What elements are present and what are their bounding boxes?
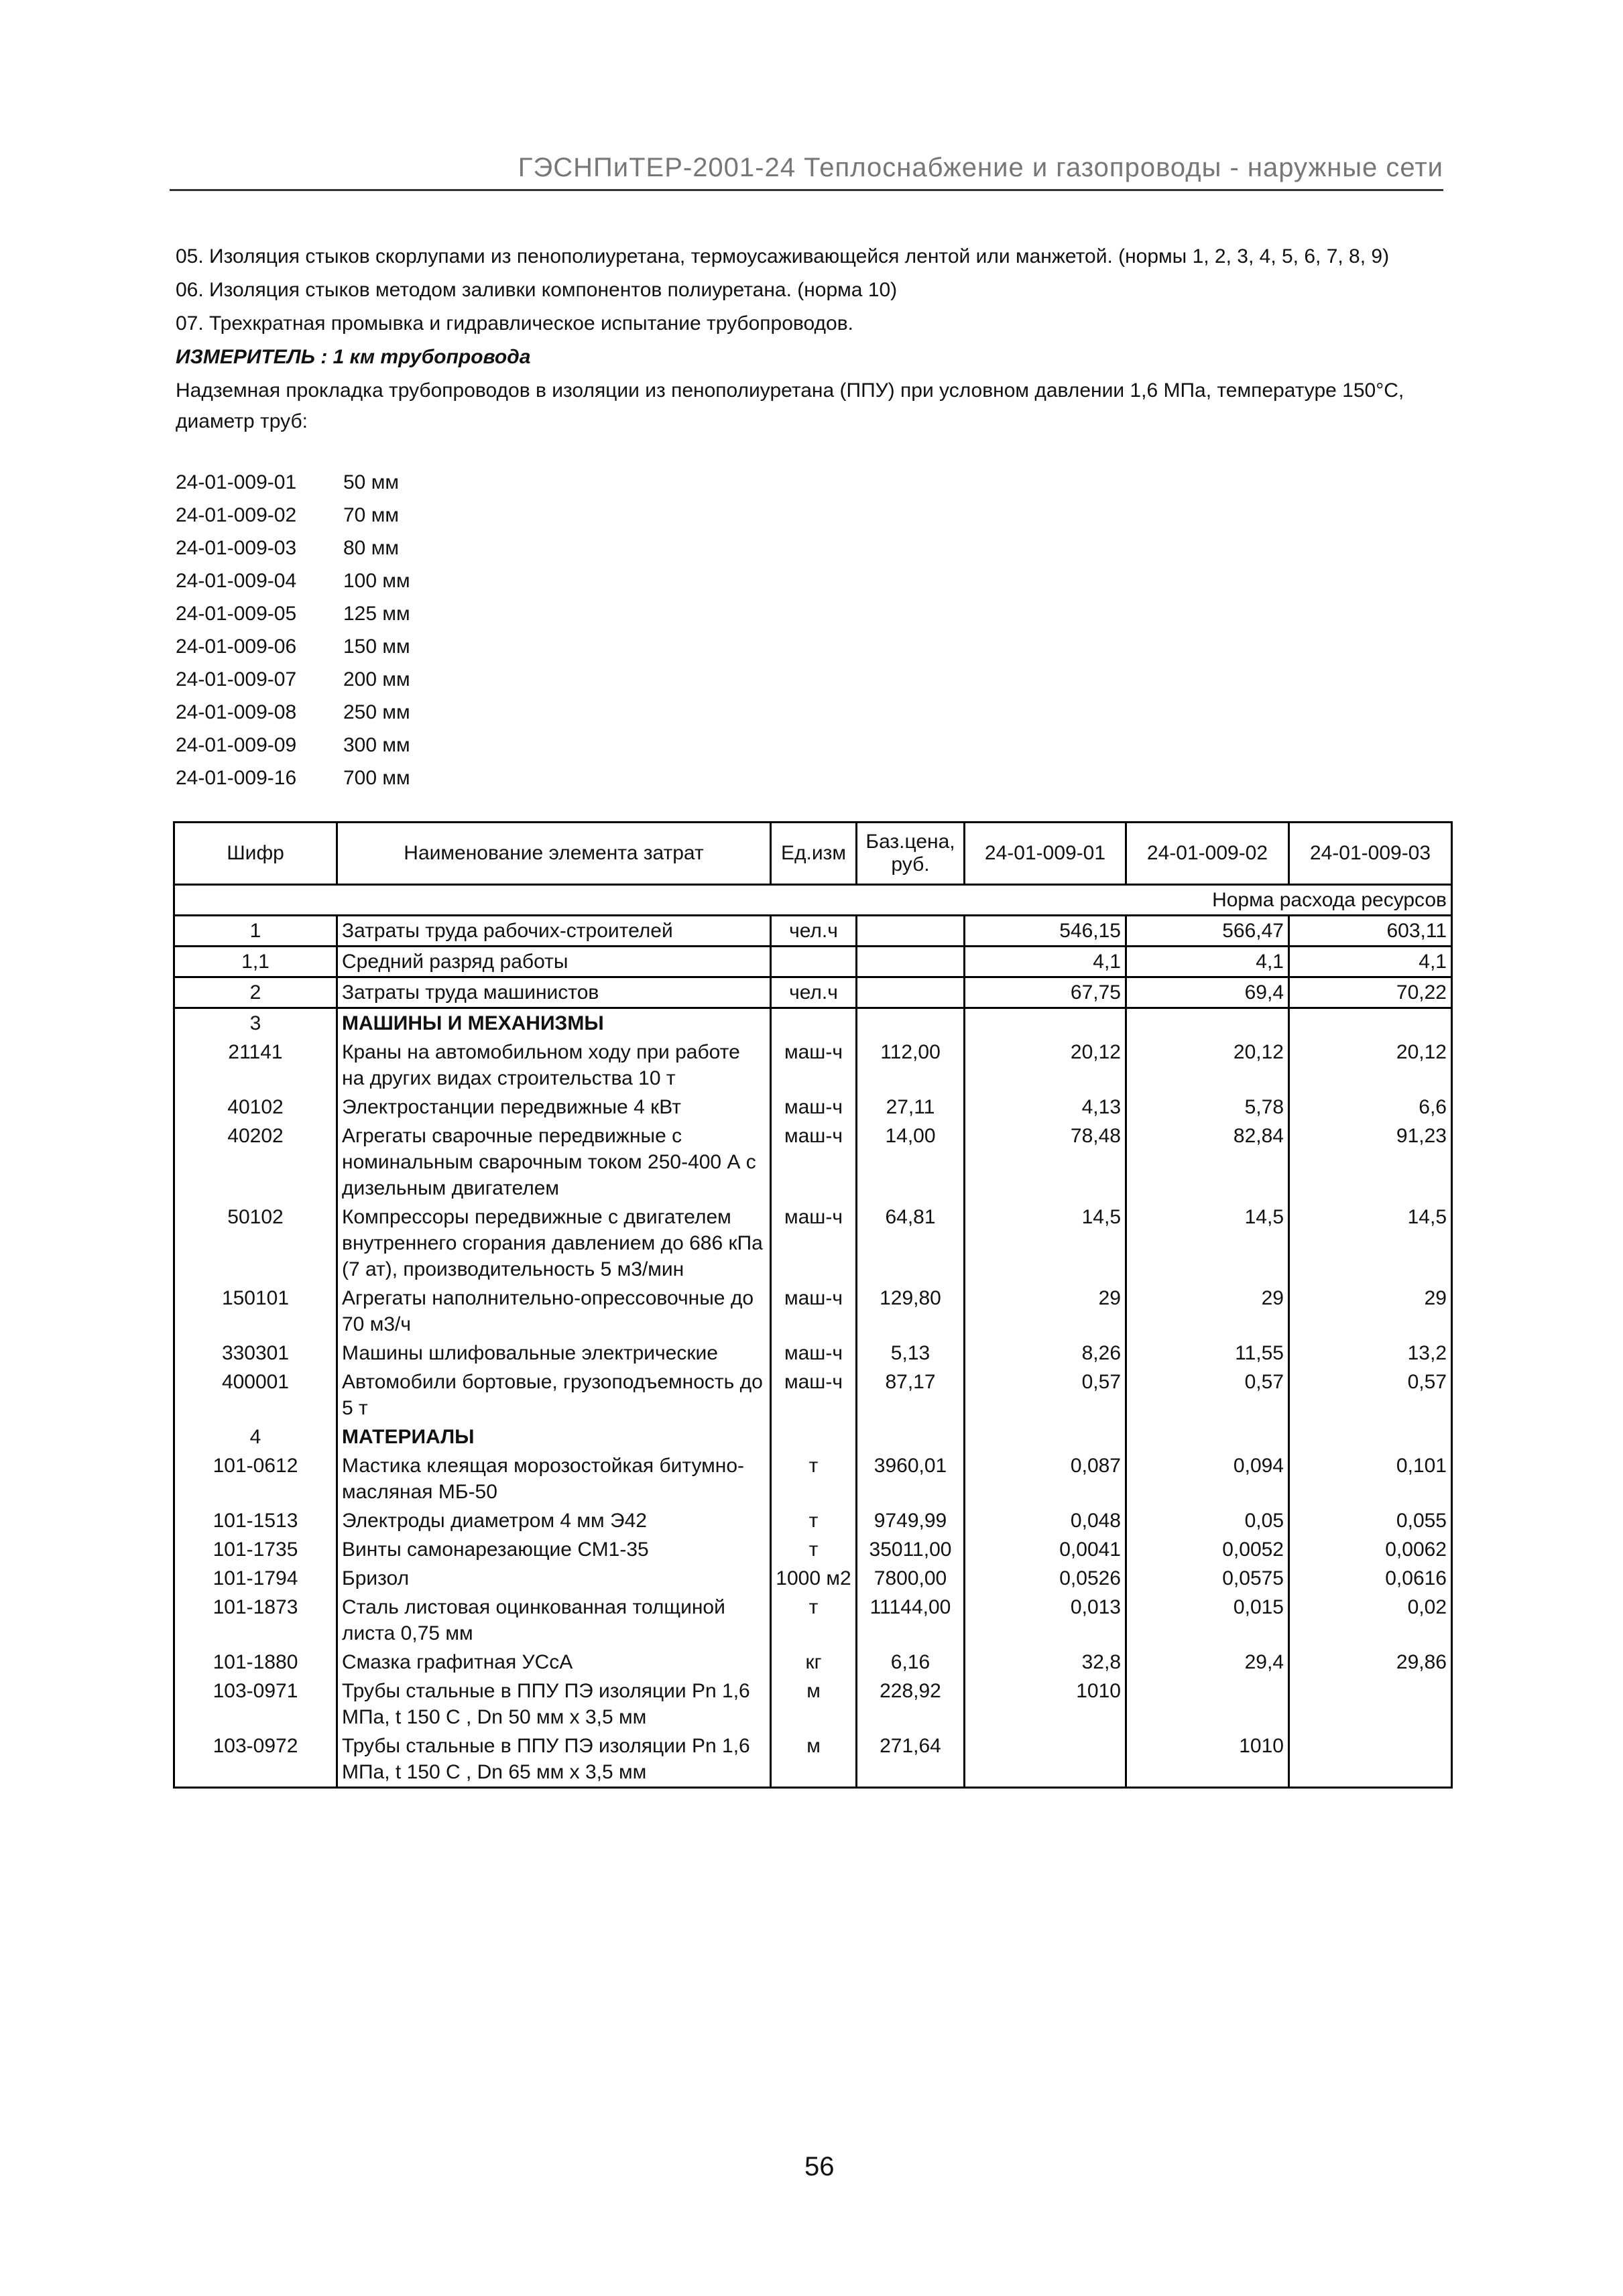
table-row [174,1564,1452,1593]
value-cell: 0,02 [1289,1593,1452,1648]
note-item: 07. Трехкратная промывка и гидравлическое испытание трубопроводов. [176,312,853,335]
unit-cell: маш-ч [771,1284,857,1339]
diameter-value: 150 мм [343,636,410,658]
code-cell: 101-1735 [174,1535,337,1564]
value-cell: 0,101 [1289,1451,1452,1506]
norma-row [174,885,1452,916]
price-cell: 5,13 [857,1339,965,1368]
name-cell: Мастика клеящая морозостойкая битумно-масляная МБ-50 [337,1451,771,1506]
code-value: 24-01-009-06 [176,636,297,658]
value-cell: 32,8 [965,1648,1126,1677]
header-cell: Ед.изм [771,823,857,885]
unit-cell: 1000 м2 [771,1564,857,1593]
unit-cell: т [771,1506,857,1535]
value-cell [1289,1732,1452,1788]
price-cell [857,1008,965,1038]
value-cell: 29 [1126,1284,1289,1339]
diameter-value: 125 мм [343,603,410,625]
value-cell: 0,055 [1289,1506,1452,1535]
name-cell: Агрегаты сварочные передвижные с номинальным сварочным током 250-400 А с дизельным двигателем [337,1122,771,1203]
value-cell: 1010 [1126,1732,1289,1788]
value-cell: 29 [965,1284,1126,1339]
value-cell [965,1732,1126,1788]
price-cell: 129,80 [857,1284,965,1339]
code-value: 24-01-009-05 [176,603,297,625]
code-cell: 101-1794 [174,1564,337,1593]
value-cell: 11,55 [1126,1339,1289,1368]
header-cell: 24-01-009-03 [1289,823,1452,885]
code-list [176,466,410,794]
price-cell: 14,00 [857,1122,965,1203]
value-cell: 20,12 [1289,1038,1452,1093]
price-cell: 7800,00 [857,1564,965,1593]
code-value: 24-01-009-07 [176,668,297,690]
price-cell [857,947,965,977]
price-cell: 6,16 [857,1648,965,1677]
price-cell: 3960,01 [857,1451,965,1506]
code-cell: 103-0972 [174,1732,337,1788]
code-list-item [176,499,410,532]
price-cell: 271,64 [857,1732,965,1788]
table-row [174,1506,1452,1535]
value-cell: 0,57 [1126,1368,1289,1423]
code-list-item [176,696,410,729]
page-header [170,153,1443,192]
unit-cell: маш-ч [771,1339,857,1368]
diameter-value: 80 мм [343,537,399,559]
name-cell: МАШИНЫ И МЕХАНИЗМЫ [337,1008,771,1038]
description: Надземная прокладка трубопроводов в изоляции из пенополиуретана (ППУ) при условном давлении 1,6 МПа, температуре 150°С, диаметр труб: [176,379,1404,432]
unit-cell: т [771,1535,857,1564]
value-cell: 0,087 [965,1451,1126,1506]
price-cell: 228,92 [857,1677,965,1732]
name-cell: Затраты труда рабочих-строителей [337,916,771,947]
unit-cell [771,1008,857,1038]
table-row [174,1122,1452,1203]
name-cell: МАТЕРИАЛЫ [337,1423,771,1451]
name-cell: Средний разряд работы [337,947,771,977]
unit-cell: т [771,1451,857,1506]
table-row [174,1008,1452,1038]
header-rule [170,189,1443,191]
code-cell: 21141 [174,1038,337,1093]
code-cell: 150101 [174,1284,337,1339]
value-cell: 4,1 [1126,947,1289,977]
value-cell: 0,0526 [965,1564,1126,1593]
unit-cell: чел.ч [771,977,857,1008]
code-list-item [176,762,410,794]
code-cell: 101-1873 [174,1593,337,1648]
value-cell: 14,5 [1126,1203,1289,1284]
value-cell: 4,1 [965,947,1126,977]
value-cell: 29 [1289,1284,1452,1339]
code-cell: 40202 [174,1122,337,1203]
name-cell: Сталь листовая оцинкованная толщиной листа 0,75 мм [337,1593,771,1648]
value-cell: 4,13 [965,1093,1126,1122]
header-cell: Шифр [174,823,337,885]
code-cell: 101-1880 [174,1648,337,1677]
table-row [174,1368,1452,1423]
code-cell: 40102 [174,1093,337,1122]
value-cell: 0,013 [965,1593,1126,1648]
page-number: 56 [804,2152,835,2181]
name-cell: Электроды диаметром 4 мм Э42 [337,1506,771,1535]
value-cell: 20,12 [1126,1038,1289,1093]
code-value: 24-01-009-03 [176,537,297,559]
table-header-row [174,823,1452,885]
diameter-value: 200 мм [343,668,410,690]
table-row [174,1451,1452,1506]
code-list-item [176,729,410,762]
price-cell [857,977,965,1008]
diameter-value: 250 мм [343,701,410,723]
code-list-item [176,597,410,630]
norms-table [173,821,1453,1789]
value-cell: 5,78 [1126,1093,1289,1122]
value-cell [1126,1423,1289,1451]
name-cell: Смазка графитная УСсА [337,1648,771,1677]
table-row [174,1423,1452,1451]
code-cell: 50102 [174,1203,337,1284]
unit-cell: чел.ч [771,916,857,947]
code-list-item [176,532,410,564]
table-row [174,1038,1452,1093]
unit-cell: м [771,1677,857,1732]
name-cell: Трубы стальные в ППУ ПЭ изоляции Рn 1,6 МПа, t 150 С , Dn 50 мм х 3,5 мм [337,1677,771,1732]
diameter-value: 50 мм [343,471,399,493]
diameter-value: 100 мм [343,570,410,592]
value-cell: 78,48 [965,1122,1126,1203]
value-cell: 0,0052 [1126,1535,1289,1564]
value-cell: 82,84 [1126,1122,1289,1203]
value-cell [1289,1008,1452,1038]
value-cell [1126,1008,1289,1038]
code-value: 24-01-009-16 [176,767,297,789]
value-cell: 4,1 [1289,947,1452,977]
diameter-value: 70 мм [343,504,399,526]
notes-section [176,241,1476,440]
code-cell: 101-0612 [174,1451,337,1506]
price-cell [857,1423,965,1451]
diameter-value: 300 мм [343,734,410,756]
norma-label: Норма расхода ресурсов [174,885,1452,916]
code-list-item [176,564,410,597]
price-cell: 35011,00 [857,1535,965,1564]
table-row [174,947,1452,977]
note-item: 06. Изоляция стыков методом заливки компонентов полиуретана. (норма 10) [176,279,898,301]
value-cell: 0,094 [1126,1451,1289,1506]
price-cell: 9749,99 [857,1506,965,1535]
value-cell: 29,4 [1126,1648,1289,1677]
unit-cell: м [771,1732,857,1788]
unit-cell [771,1423,857,1451]
code-cell: 101-1513 [174,1506,337,1535]
header-cell: 24-01-009-02 [1126,823,1289,885]
code-cell: 3 [174,1008,337,1038]
table-row [174,1284,1452,1339]
name-cell: Электростанции передвижные 4 кВт [337,1093,771,1122]
price-cell [857,916,965,947]
value-cell: 566,47 [1126,916,1289,947]
unit-cell: маш-ч [771,1122,857,1203]
value-cell: 14,5 [965,1203,1126,1284]
table-row [174,1535,1452,1564]
value-cell [965,1008,1126,1038]
value-cell: 0,048 [965,1506,1126,1535]
value-cell: 0,57 [1289,1368,1452,1423]
value-cell [1289,1677,1452,1732]
code-list-item [176,466,410,499]
code-cell: 1 [174,916,337,947]
table-row [174,1732,1452,1788]
value-cell: 1010 [965,1677,1126,1732]
table-row [174,1593,1452,1648]
table-row [174,977,1452,1008]
table-row [174,1339,1452,1368]
value-cell: 20,12 [965,1038,1126,1093]
table-row [174,1093,1452,1122]
unit-cell: т [771,1593,857,1648]
value-cell: 0,0575 [1126,1564,1289,1593]
code-value: 24-01-009-09 [176,734,297,756]
value-cell: 0,0041 [965,1535,1126,1564]
code-cell: 103-0971 [174,1677,337,1732]
value-cell: 67,75 [965,977,1126,1008]
code-list-item [176,630,410,663]
value-cell: 91,23 [1289,1122,1452,1203]
code-cell: 2 [174,977,337,1008]
note-item: 05. Изоляция стыков скорлупами из пенополиуретана, термоусаживающейся лентой или манжетой. (нормы 1, 2, 3, 4, 5, 6, 7, 8, 9) [176,245,1390,267]
name-cell: Винты самонарезающие СМ1-35 [337,1535,771,1564]
value-cell: 69,4 [1126,977,1289,1008]
unit-cell: кг [771,1648,857,1677]
unit-cell: маш-ч [771,1203,857,1284]
code-value: 24-01-009-02 [176,504,297,526]
table-row [174,1677,1452,1732]
unit-cell: маш-ч [771,1368,857,1423]
code-cell: 400001 [174,1368,337,1423]
value-cell: 29,86 [1289,1648,1452,1677]
value-cell: 13,2 [1289,1339,1452,1368]
header-title: ГЭСНПиТЕР-2001-24 Теплоснабжение и газопроводы - наружные сети [518,153,1443,182]
table-row [174,916,1452,947]
code-value: 24-01-009-04 [176,570,297,592]
code-cell: 1,1 [174,947,337,977]
name-cell: Трубы стальные в ППУ ПЭ изоляции Рn 1,6 МПа, t 150 С , Dn 65 мм х 3,5 мм [337,1732,771,1788]
price-cell: 112,00 [857,1038,965,1093]
name-cell: Краны на автомобильном ходу при работе на других видах строительства 10 т [337,1038,771,1093]
price-cell: 11144,00 [857,1593,965,1648]
price-cell: 64,81 [857,1203,965,1284]
value-cell: 0,015 [1126,1593,1289,1648]
code-value: 24-01-009-08 [176,701,297,723]
unit-cell: маш-ч [771,1093,857,1122]
price-cell: 87,17 [857,1368,965,1423]
name-cell: Автомобили бортовые, грузоподъемность до 5 т [337,1368,771,1423]
value-cell: 70,22 [1289,977,1452,1008]
unit-cell [771,947,857,977]
header-cell: Баз.цена, руб. [857,823,965,885]
code-cell: 4 [174,1423,337,1451]
value-cell: 14,5 [1289,1203,1452,1284]
diameter-value: 700 мм [343,767,410,789]
name-cell: Затраты труда машинистов [337,977,771,1008]
value-cell [965,1423,1126,1451]
value-cell: 0,57 [965,1368,1126,1423]
value-cell: 546,15 [965,916,1126,947]
unit-cell: маш-ч [771,1038,857,1093]
value-cell: 0,0062 [1289,1535,1452,1564]
table-row [174,1648,1452,1677]
price-cell: 27,11 [857,1093,965,1122]
measure-unit: ИЗМЕРИТЕЛЬ : 1 км трубопровода [176,346,531,368]
value-cell: 8,26 [965,1339,1126,1368]
value-cell: 0,05 [1126,1506,1289,1535]
value-cell [1126,1677,1289,1732]
table-row [174,1203,1452,1284]
name-cell: Агрегаты наполнительно-опрессовочные до 70 м3/ч [337,1284,771,1339]
header-cell: Наименование элемента затрат [337,823,771,885]
name-cell: Машины шлифовальные электрические [337,1339,771,1368]
value-cell: 603,11 [1289,916,1452,947]
code-cell: 330301 [174,1339,337,1368]
name-cell: Компрессоры передвижные с двигателем внутреннего сгорания давлением до 686 кПа (7 ат), производительность 5 м3/мин [337,1203,771,1284]
code-list-item [176,663,410,696]
code-value: 24-01-009-01 [176,471,297,493]
value-cell: 6,6 [1289,1093,1452,1122]
value-cell: 0,0616 [1289,1564,1452,1593]
value-cell [1289,1423,1452,1451]
name-cell: Бризол [337,1564,771,1593]
header-cell: 24-01-009-01 [965,823,1126,885]
